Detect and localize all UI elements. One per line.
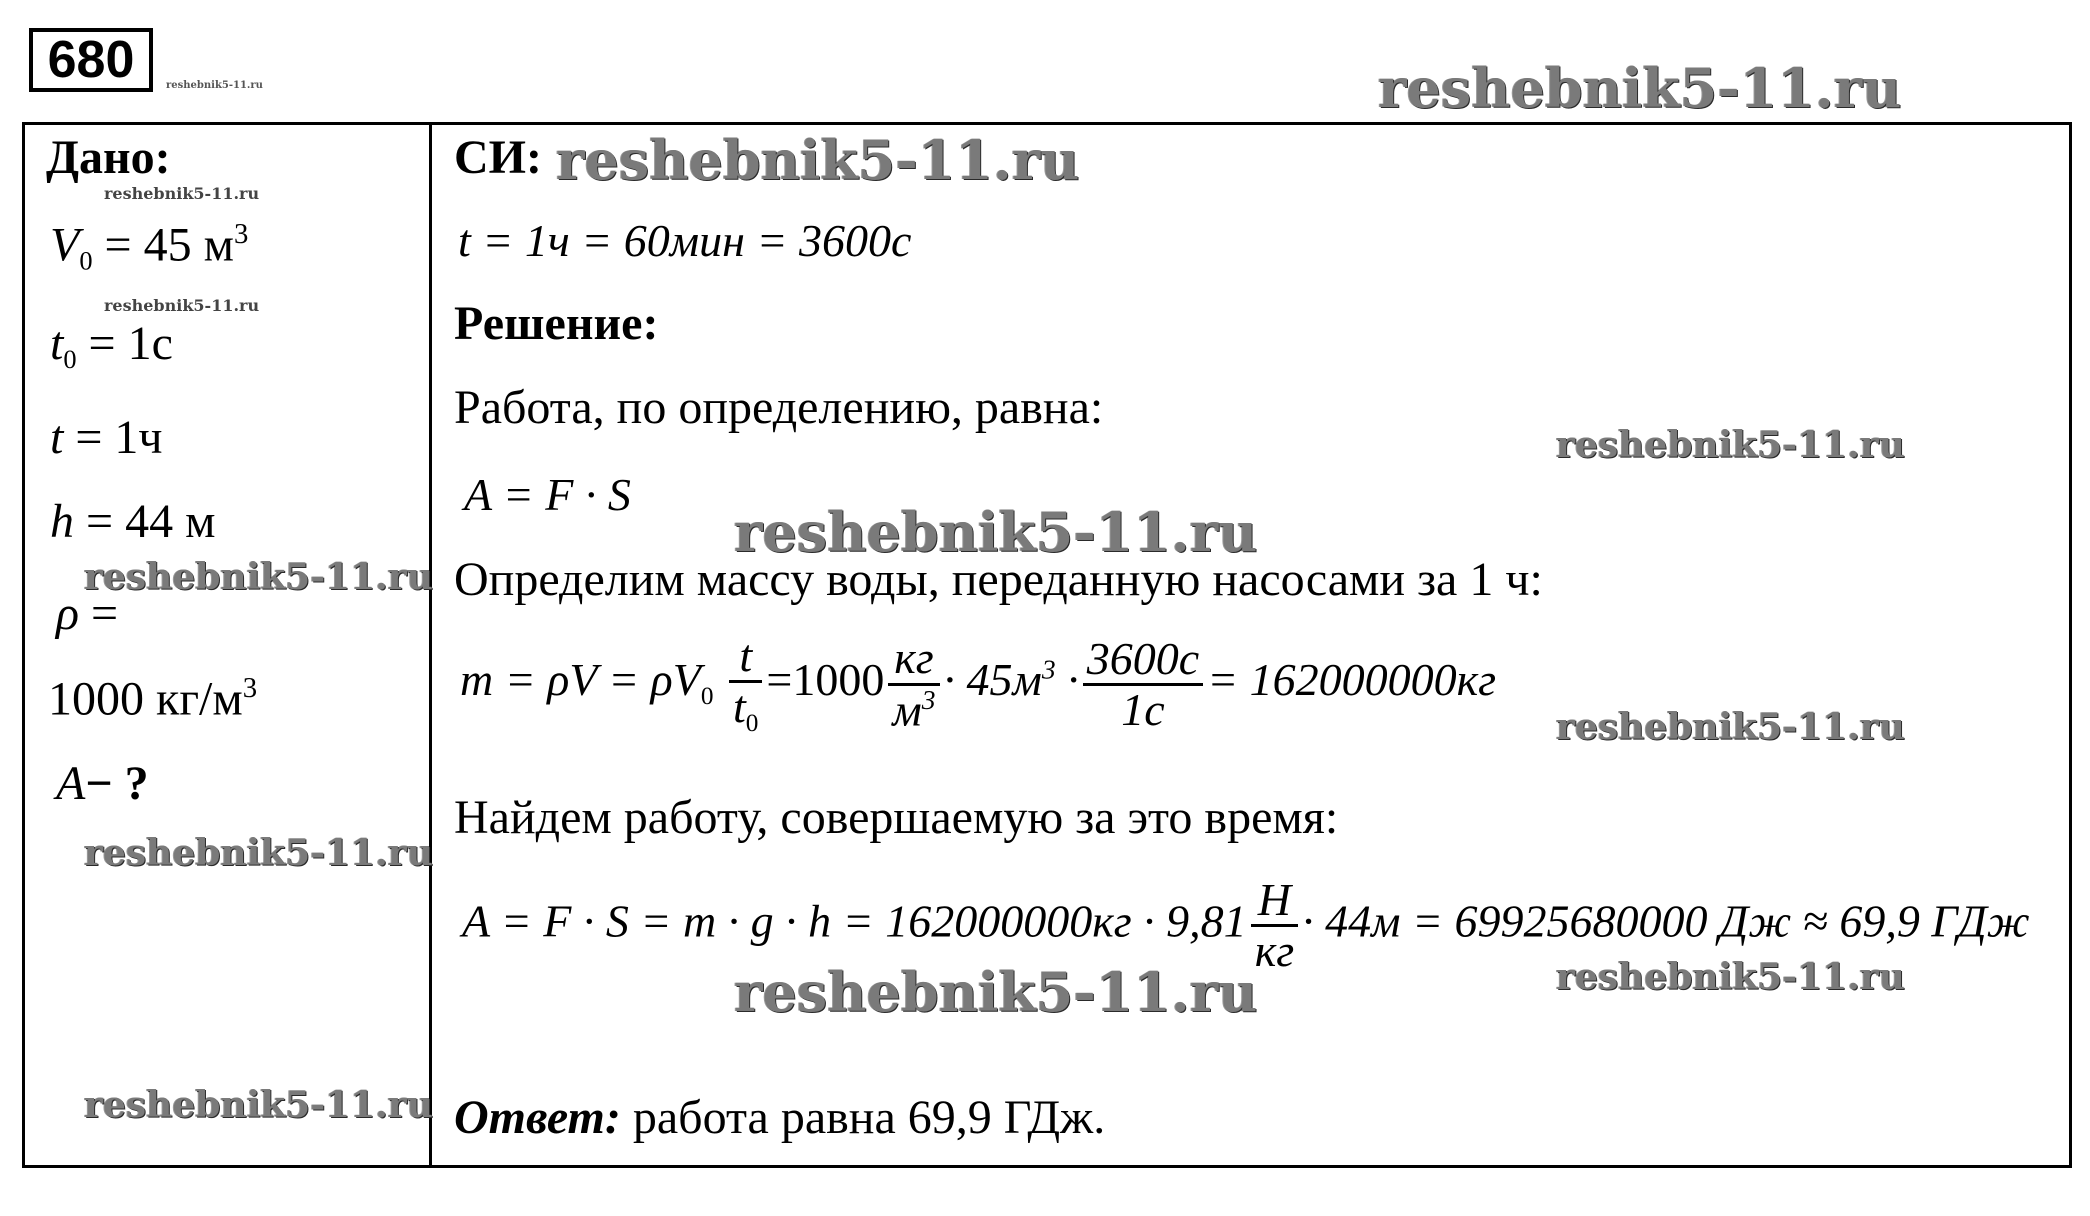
watermark: reshebnik5-11.ru (734, 960, 1258, 1024)
formula-work-result: A = F · S = m · g · h = 162000000кг · 9,81 $\frac{Н}{кг}$ · 44м = 69925680000 Дж ≈ 69,9 ГДж (462, 874, 2030, 977)
watermark: reshebnik5-11.ru (84, 1084, 433, 1126)
problem-number: 680 (29, 28, 153, 92)
given-rho: ρ = (56, 587, 119, 640)
watermark: reshebnik5-11.ru (104, 296, 260, 315)
watermark: reshebnik5-11.ru (84, 556, 433, 598)
given-v0: $V_0 = 45$ $м^3$ (50, 218, 249, 276)
si-conversion: t = 1ч = 60мин = 3600с (458, 215, 912, 266)
watermark: reshebnik5-11.ru (1556, 706, 1905, 748)
given-t0: $t_0 = 1с$ (50, 317, 173, 375)
watermark: reshebnik5-11.ru (1556, 424, 1905, 466)
solution-text-2: Определим массу воды, переданную насосами за 1 ч: (454, 553, 1543, 606)
given-heading: Дано: (46, 131, 171, 184)
formula-mass: $m = \rho V = \rho V_0$ $\frac{t}{t_0}$ =1000 $\frac{кг}{м^3}$ · $45м^3$ · $\frac{3600с}{1с}$ = 162000000кг (460, 630, 1497, 738)
si-heading: СИ: (454, 131, 542, 184)
watermark: reshebnik5-11.ru (1556, 956, 1905, 998)
solution-text-3: Найдем работу, совершаемую за это время: (454, 791, 1339, 844)
watermark: reshebnik5-11.ru (734, 500, 1258, 564)
watermark: reshebnik5-11.ru (556, 128, 1080, 192)
given-find: A− ? (56, 757, 149, 810)
given-rho-value: 1000 $кг/м^3$ (48, 672, 258, 726)
watermark: reshebnik5-11.ru (104, 184, 260, 203)
solution-heading: Решение: (454, 297, 659, 350)
solution-text-1: Работа, по определению, равна: (454, 381, 1104, 434)
given-h: h = 44 м (50, 495, 216, 548)
watermark: reshebnik5-11.ru (1378, 56, 1902, 120)
watermark: reshebnik5-11.ru (84, 832, 433, 874)
given-t: t = 1ч (50, 411, 163, 464)
answer: Ответ: работа равна 69,9 ГДж. (454, 1091, 1106, 1144)
column-divider (429, 122, 432, 1168)
watermark: reshebnik5-11.ru (166, 80, 263, 91)
formula-work: A = F · S (464, 469, 631, 520)
